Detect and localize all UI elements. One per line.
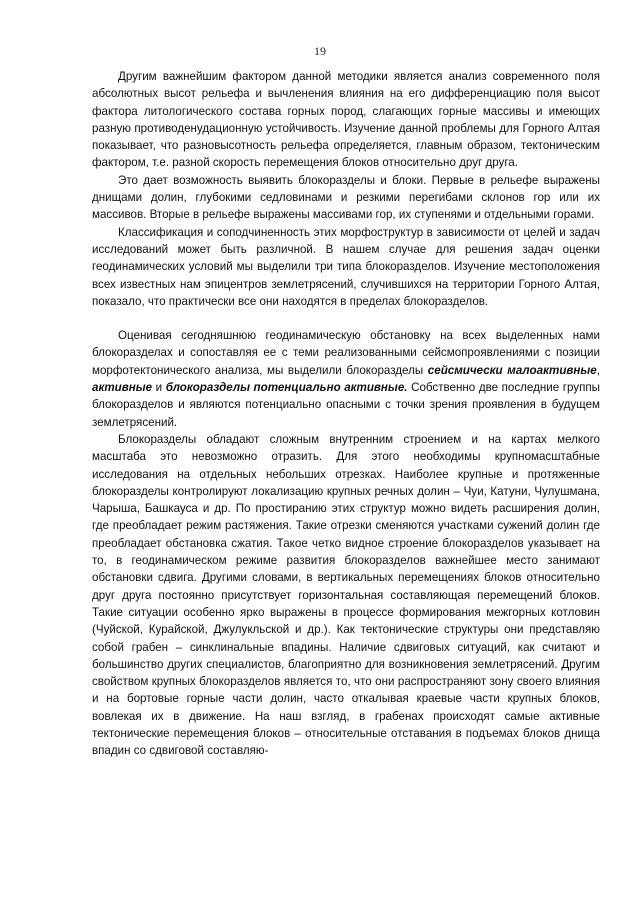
body-text (92, 68, 600, 760)
emphasis-term: сейсмически малоактивные (427, 363, 597, 377)
emphasis-term: блокоразделы потенциально активные. (165, 381, 408, 395)
paragraph: Это дает возможность выявить блокоразделы и блоки. Первые в рельефе выражены днищами долин, глубокими седловинами и резкими перегибами склонов гор или их массивов. Вторые в рельефе выражены массивами гор, их ступенями и отдельными горами. (92, 173, 600, 222)
text-run: Собственно две последние группы блокоразделов и являются потенциально опасными с точки зрения проявления в будущем землетрясений. (92, 381, 600, 429)
text-run: Оценивая сегодняшнюю геодинамическую обстановку на всех выделенных нами блокоразделах и сопоставляя ее с теми реализованными сейсмопроявлениями с позиции морфотектонического анализа, мы выделили блокоразделы (92, 329, 600, 377)
paragraph-emphasis (92, 327, 600, 431)
paragraph: Классификация и соподчиненность этих морфоструктур в зависимости от целей и задач исследований может быть различной. В нашем случае для решения задач оценки геодинамических условий мы выделили три типа блокоразделов. Изучение местоположения всех известных нам эпицентров землетрясений, случившихся на территории Горного Алтая, показало, что практически все они находятся в пределах блокоразделов. (92, 225, 600, 308)
page-number: 19 (314, 44, 326, 58)
emphasis-term: активные (92, 381, 153, 395)
text-run: , (596, 363, 600, 377)
paragraph: Другим важнейшим фактором данной методики является анализ современного поля абсолютных высот рельефа и вычленения влияния на его дифференциацию поля высот фактора литологического состава горных пород, слагающих горные массивы и имеющих разную противоденудационную устойчивость. Изучение данной проблемы для Горного Алтая показывает, что разновысотность рельефа определяется, главным образом, тектоническим фактором, т.е. разной скорость перемещения блоков относительно друг друга. (92, 70, 600, 170)
text-run: и (152, 381, 166, 395)
paragraph: Блокоразделы обладают сложным внутренним строением и на картах мелкого масштаба это невозможно отразить. Для этого необходимы крупномасштабные исследования на отдельных небольших отрезках. Наиболее крупные и протяженные блокоразделы контролируют локализацию крупных речных долин – Чуи, Катуни, Чулушмана, Чарыша, Башкауса и др. По простиранию этих структур можно видеть расширения долин, где преобладает режим растяжения. Такие отрезки сменяются участками сужений долин где преобладает обстановка сжатия. Такое четко видное строение блокоразделов указывает на то, в геодинамическом режиме развития блокоразделов важнейшее место занимают обстановки сдвига. Другими словами, в вертикальных перемещениях блоков относительно друг друга постоянно присутствует горизонтальная составляющая перемещений блоков. Такие ситуации особенно ярко выражены в процессе формирования межгорных котловин (Чуйской, Курайской, Джулукльской и др.). Как тектонические структуры они представляю собой грабен – синклинальные впадины. Наличие сдвиговых ситуаций, как считают и большинство других специалистов, благоприятно для возникновения землетрясений. Другим свойством крупных блокоразделов является то, что они распространяют зону своего влияния и на бортовые горные части долин, часто откалывая краевые части крупных блоков, вовлекая их в движение. На наш взгляд, в грабенах происходят самые активные тектонические перемещения блоков – относительные отставания в подъемах блоков днища впадин со сдвиговой составляю- (92, 432, 600, 758)
